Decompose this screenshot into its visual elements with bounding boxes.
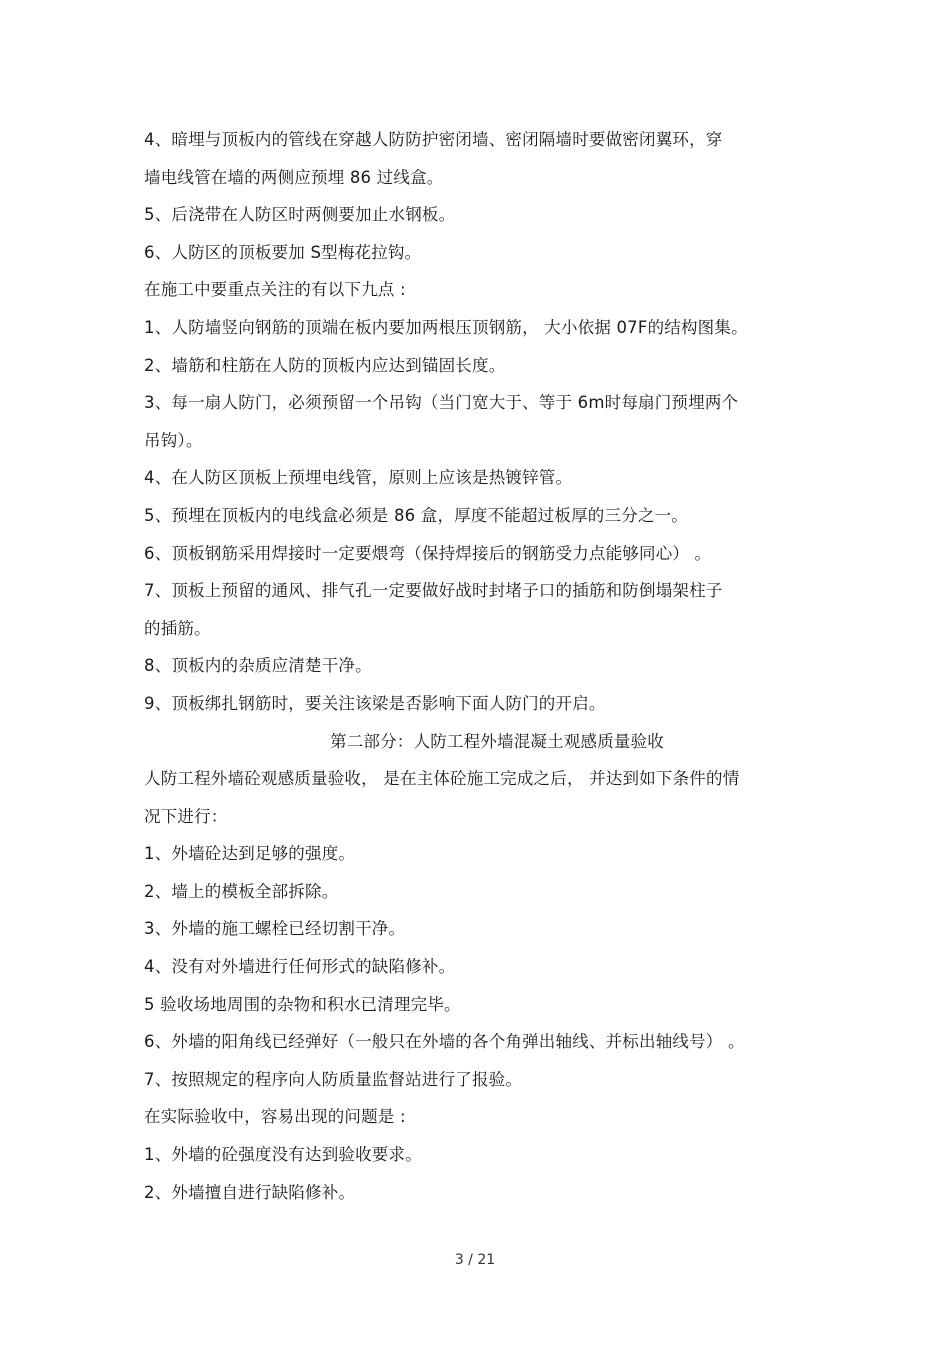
text-line: 1、外墙的砼强度没有达到验收要求。: [144, 1145, 422, 1165]
text-line: 5、预埋在顶板内的电线盒必须是 86 盒，厚度不能超过板厚的三分之一。: [144, 505, 688, 525]
text-line: 3、每一扇人防门，必须预留一个吊钩（当门宽大于、等于 6m时每扇门预埋两个: [144, 393, 739, 413]
text-line: 在施工中要重点关注的有以下九点 :: [144, 280, 406, 300]
text-line: 5 验收场地周围的杂物和积水已清理完毕。: [144, 994, 461, 1014]
text-line: 在实际验收中，容易出现的问题是 :: [144, 1107, 406, 1127]
text-line: 2、墙筋和柱筋在人防的顶板内应达到锚固长度。: [144, 355, 506, 375]
text-line: 5、后浇带在人防区时两侧要加止水钢板。: [144, 205, 456, 225]
text-line: 1、人防墙竖向钢筋的顶端在板内要加两根压顶钢筋， 大小依据 07F的结构图集。: [144, 317, 748, 337]
text-line: 6、顶板钢筋采用焊接时一定要煨弯（保持焊接后的钢筋受力点能够同心） 。: [144, 543, 712, 563]
text-line: 况下进行：: [144, 806, 228, 826]
text-line: 3、外墙的施工螺栓已经切割干净。: [144, 919, 406, 939]
text-line: 2、外墙擅自进行缺陷修补。: [144, 1182, 356, 1202]
text-line: 7、顶板上预留的通风、排气孔一定要做好战时封堵子口的插筋和防倒塌架柱子: [144, 581, 723, 601]
text-line: 1、外墙砼达到足够的强度。: [144, 844, 356, 864]
text-line: 2、墙上的模板全部拆除。: [144, 881, 339, 901]
text-line: 4、在人防区顶板上预埋电线管，原则上应该是热镀锌管。: [144, 468, 573, 488]
document-body: [144, 121, 824, 1211]
text-line: 8、顶板内的杂质应清楚干净。: [144, 656, 372, 676]
page-number: 3 / 21: [454, 1252, 496, 1268]
text-line: 墙电线管在墙的两侧应预埋 86 过线盒。: [144, 167, 444, 187]
text-line: 7、按照规定的程序向人防质量监督站进行了报验。: [144, 1069, 523, 1089]
text-line: 4、暗埋与顶板内的管线在穿越人防防护密闭墙、密闭隔墙时要做密闭翼环，穿: [144, 130, 723, 149]
text-line: 的插筋。: [144, 618, 211, 638]
section-heading: 第二部分：人防工程外墙混凝土观感质量验收: [330, 731, 664, 751]
text-line: 吊钩）。: [144, 430, 203, 450]
text-line: 4、没有对外墙进行任何形式的缺陷修补。: [144, 957, 456, 977]
text-line: 6、外墙的阳角线已经弹好（一般只在外墙的各个角弹出轴线、并标出轴线号） 。: [144, 1032, 745, 1052]
text-line: 人防工程外墙砼观感质量验收， 是在主体砼施工完成之后， 并达到如下条件的情: [144, 769, 740, 789]
text-line: 9、顶板绑扎钢筋时，要关注该梁是否影响下面人防门的开启。: [144, 693, 606, 713]
text-line: 6、人防区的顶板要加 S型梅花拉钩。: [144, 242, 422, 262]
